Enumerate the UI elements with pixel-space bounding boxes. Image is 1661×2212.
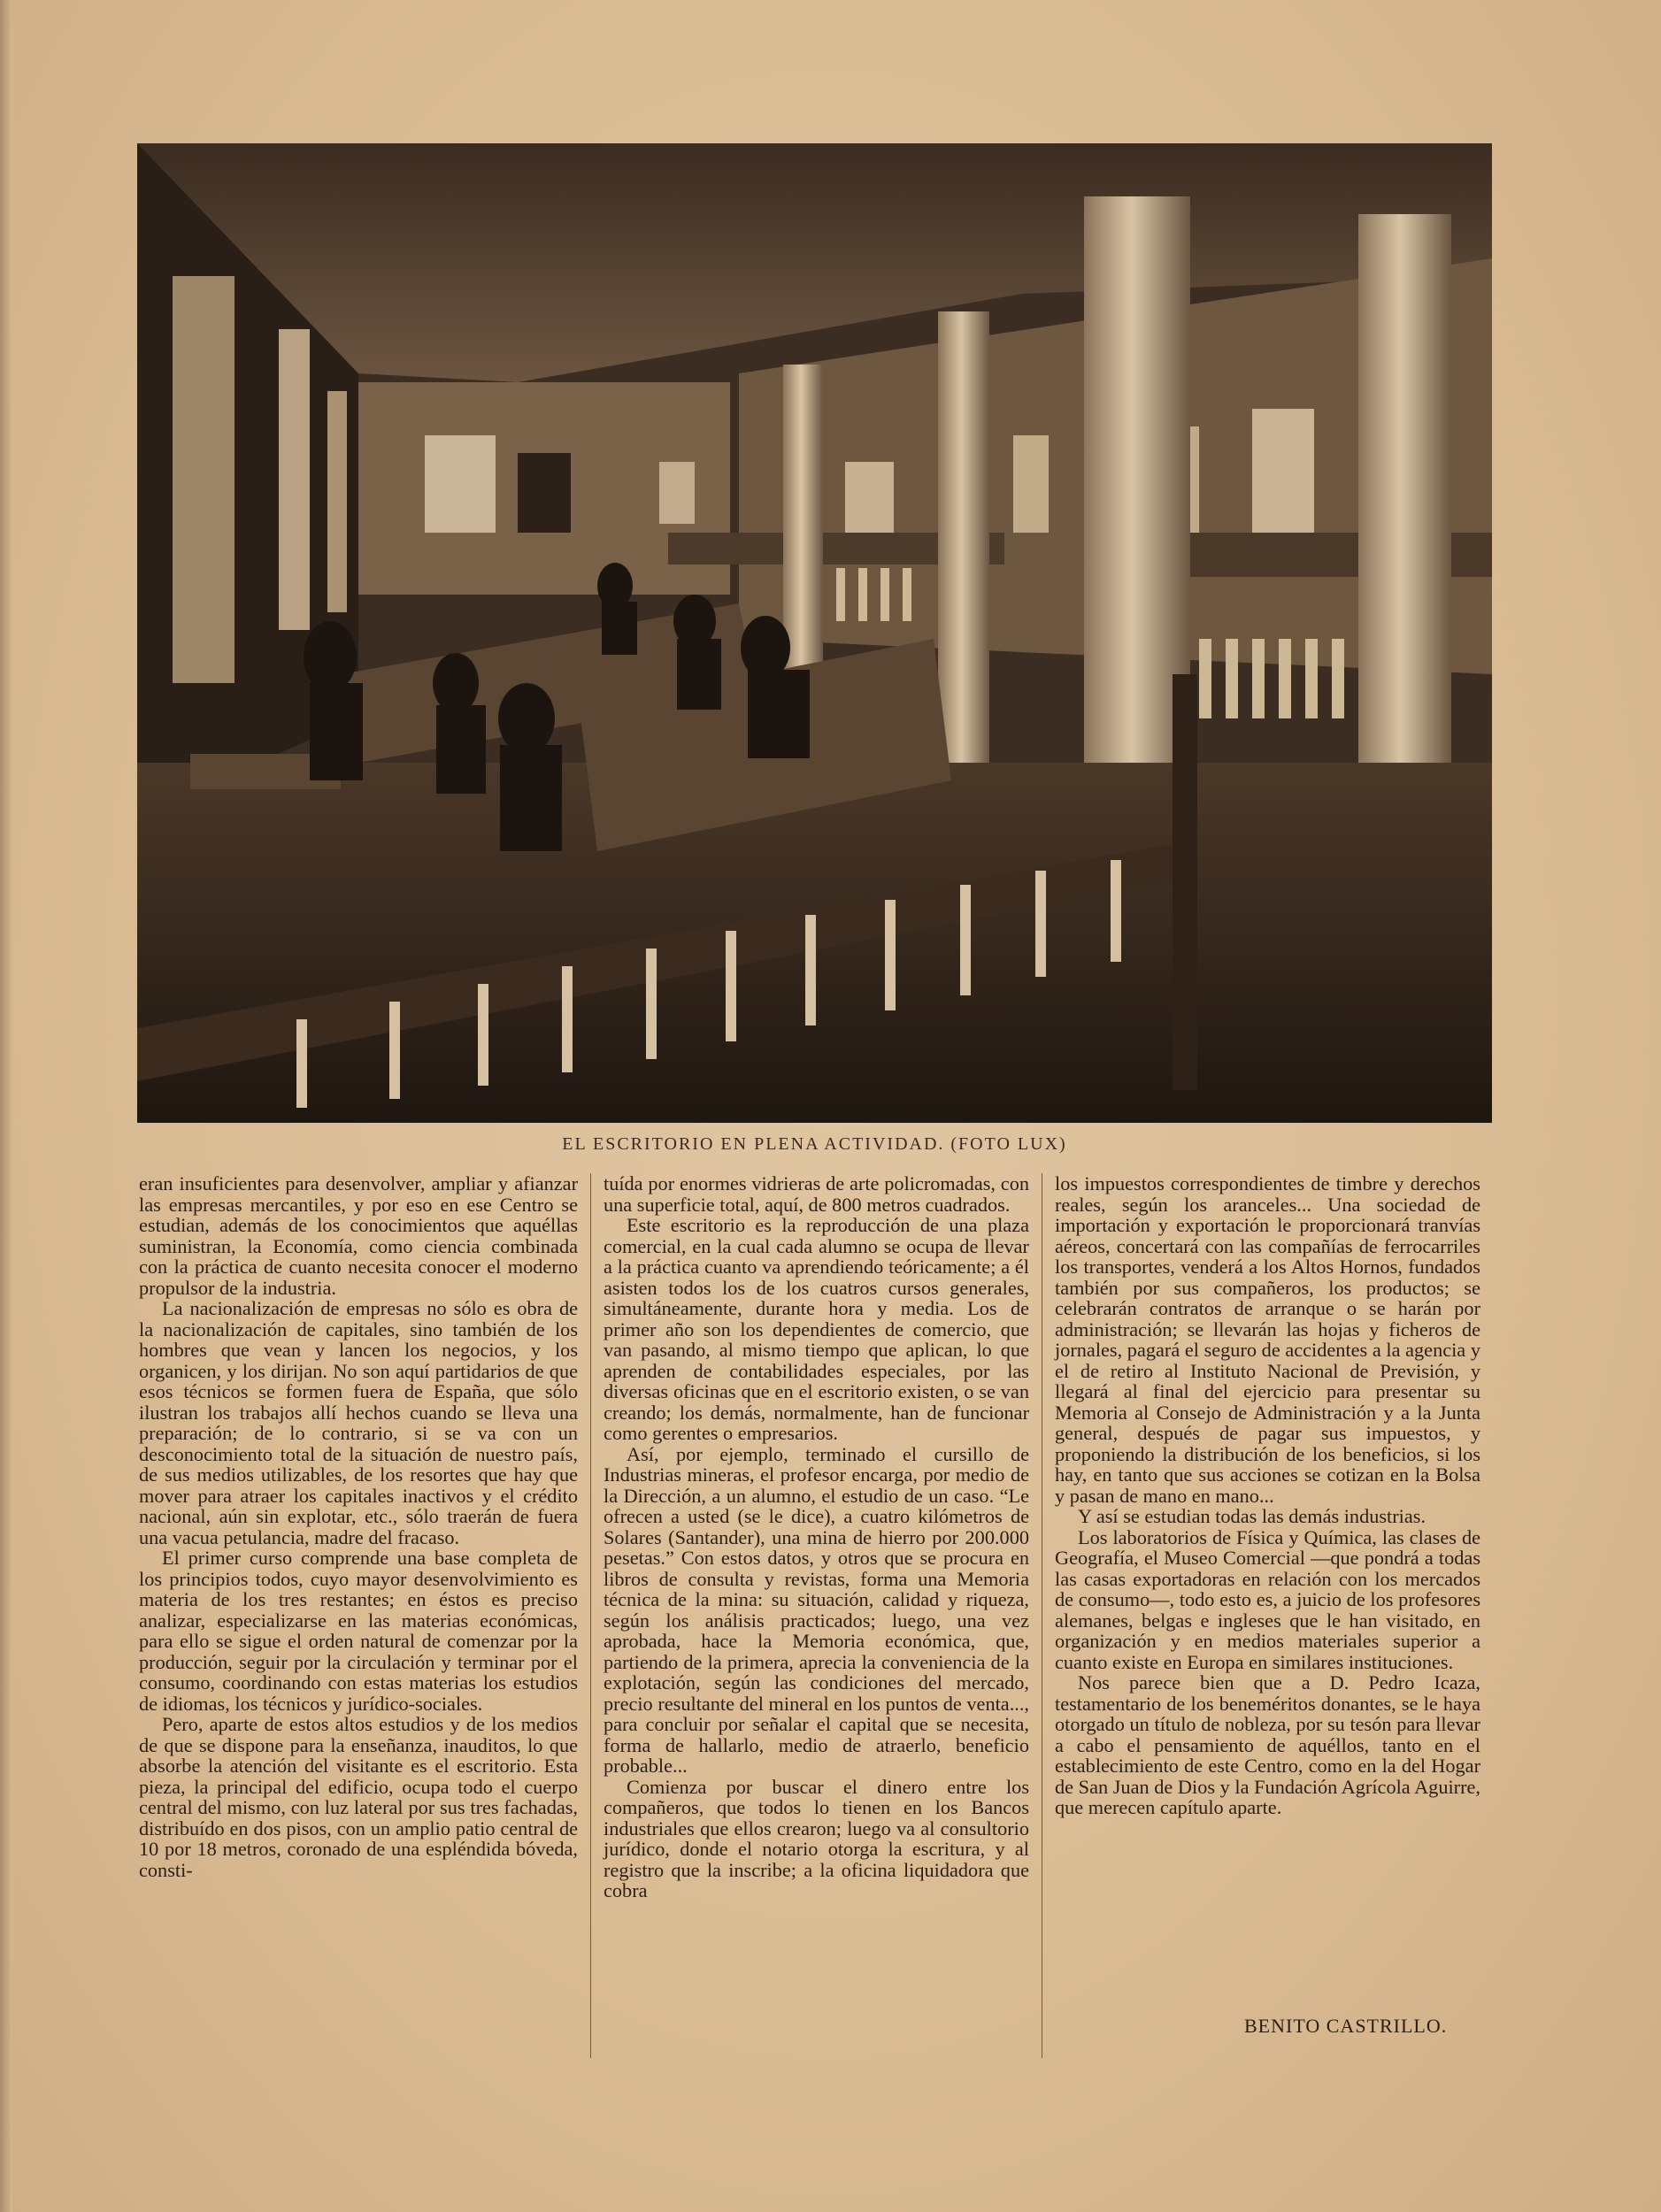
office-photograph xyxy=(137,143,1492,1123)
paragraph: Los laboratorios de Física y Química, las clases de Geografía, el Museo Comercial —que pondrá a todas las casas exportadoras en relación con los mercados de consumo—, todo esto es, a juicio de los profesores alemanes, belgas e ingleses que le han visitado, en organización y en medios materiales superior a cuanto existe en Europa en similares instituciones. xyxy=(1055,1525,1480,1673)
paragraph: El primer curso comprende una base completa de los principios todos, cuyo mayor desenvolvimiento es materia de los tres restantes; en éstos es preciso analizar, especializarse en las materias económicas, para ello se sigue el orden natural de comenzar por la producción, seguir por la circulación y terminar por el consumo, coordinando con estas materias los estudios de idiomas, los técnicos y jurídico-sociales. xyxy=(139,1547,578,1715)
paragraph: tuída por enormes vidrieras de arte policromadas, con una superficie total, aquí, de 800 metros cuadrados. xyxy=(604,1172,1029,1216)
paragraph: Comienza por buscar el dinero entre los compañeros, que todos lo tienen en los Bancos industriales que ellos crearon; luego va al consultorio jurídico, donde el notario otorga la escritura, y al registro que la inscribe; a la oficina liquidadora que cobra xyxy=(604,1775,1029,1901)
paragraph: Y así se estudian todas las demás industrias. xyxy=(1078,1505,1426,1527)
paragraph: Así, por ejemplo, terminado el cursillo de Industrias mineras, el profesor encarga, por medio de la Dirección, a un alumno, el estudio de un caso. “Le ofrecen a usted (se le dice), a cuatro kilómetros de Solares (Santander), una mina de hierro por 200.000 pesetas.” Con estos datos, y otros que se procura en libros de consulta y revistas, forma una Memoria técnica de la mina: su situación, calidad y riqueza, según los análisis practicados; luego, una vez aprobada, hace la Memoria económica, que, partiendo de la primera, aprecia la conveniencia de la explotación, según las condiciones del mercado, precio resultante del mineral en los puntos de venta..., para concluir por señalar el capital que se necesita, forma de hallarlo, medio de atraerlo, beneficio probable... xyxy=(604,1442,1029,1777)
photo-caption: EL ESCRITORIO EN PLENA ACTIVIDAD. (FOTO LUX) xyxy=(562,1134,1067,1154)
article-column-2 xyxy=(590,1173,1042,2058)
paragraph: los impuestos correspondientes de timbre y derechos reales, según los aranceles... Una sociedad de importación y exportación le proporcionará tranvías aéreos, concertará con las compañías de ferrocarriles los transportes, venderá a los Altos Hornos, fundados también por sus compañeros, los productos; se celebrarán contratos de arranque o se harán por administración; se llevarán las hojas y ficheros de jornales, pagará el seguro de accidentes a la agencia y el de retiro al Instituto Nacional de Previsión, y llegará al final del ejercicio para presentar su Memoria al Consejo de Administración y a la Junta general, después de pagar sus impuestos, y proponiendo la distribución de los beneficios, si los hay, en tanto que sus acciones se cotizan en la Bolsa y pasan de mano en mano... xyxy=(1055,1172,1480,1507)
article-column-3 xyxy=(1042,1173,1493,2058)
paragraph: La nacionalización de empresas no sólo es obra de la nacionalización de capitales, sino también de los hombres que vean y lancen los negocios, y los organicen, y los dirijan. No son aquí partidarios de que esos técnicos se formen fuera de España, que sólo ilustran los trabajos allí hechos cuando se lleva una preparación; de lo contrario, si se va con un desconocimiento total de la situación de nuestro país, de sus medios utilizables, de los resortes que hay que mover para atraer los capitales inactivos y el crédito nacional, aún sin explotar, etc., sólo traerán de fuera una vacua petulancia, madre del fracaso. xyxy=(139,1297,578,1548)
paragraph: Este escritorio es la reproducción de una plaza comercial, en la cual cada alumno se ocupa de llevar a la práctica cuanto va aprendiendo teóricamente; a él asisten todos los de los cuatros cursos generales, simultáneamente, durante hora y media. Los de primer año son los dependientes de comercio, que van pasando, al mismo tiempo que aplican, lo que aprenden de contabilidades especiales, por las diversas oficinas que en el escritorio existen, o se van creando; los demás, normalmente, han de funcionar como gerentes o empresarios. xyxy=(604,1214,1029,1444)
paragraph: Nos parece bien que a D. Pedro Icaza, testamentario de los beneméritos donantes, se le haya otorgado un título de nobleza, por su tesón para llevar a cabo el pensamiento de aquéllos, tanto en el establecimiento de este Centro, como en la del Hogar de San Juan de Dios y la Fundación Agrícola Aguirre, que merecen capítulo aparte. xyxy=(1055,1671,1480,1818)
article-body xyxy=(139,1173,1503,2058)
article-column-1 xyxy=(139,1173,590,2058)
author-signature: BENITO CASTRILLO. xyxy=(1244,2015,1448,2037)
office-photo-illustration xyxy=(137,143,1492,1123)
page-edge xyxy=(0,0,12,2212)
paragraph: Pero, aparte de estos altos estudios y de los medios de que se dispone para la enseñanza, inauditos, lo que absorbe la atención del visitante es el escritorio. Esta pieza, la principal del edificio, ocupa todo el cuerpo central del mismo, con luz lateral por sus tres fachadas, distribuído en dos pisos, con un amplio patio central de 10 por 18 metros, coronado de una espléndida bóveda, consti- xyxy=(139,1713,578,1881)
paragraph: eran insuficientes para desenvolver, ampliar y afianzar las empresas mercantiles, y por eso en ese Centro se estudian, además de los conocimientos que aquéllas suministran, la Economía, como ciencia combinada con la práctica de cuanto necesita conocer el moderno propulsor de la industria. xyxy=(139,1172,578,1299)
